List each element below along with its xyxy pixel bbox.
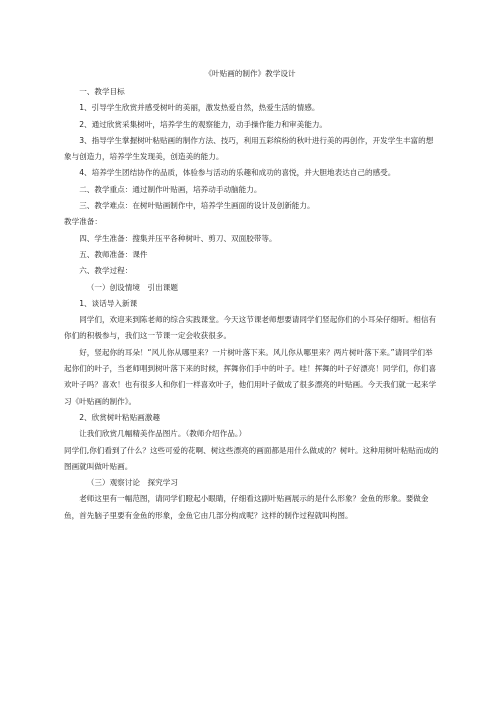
paragraph: 二、教学重点：通过制作叶贴画，培养动手动脑能力。	[79, 184, 262, 194]
paragraph: 2、通过欣赏采集树叶，培养学生的观察能力，动手操作能力和审美能力。	[79, 119, 328, 129]
paragraph: （三）观察讨论 探究学习	[86, 478, 178, 488]
paragraph: 1、引导学生欣赏并感受树叶的美丽，激发热爱自然，热爱生活的情感。	[79, 103, 320, 113]
paragraph: 五、教师准备：课件	[79, 249, 148, 259]
document-title: 《叶贴画的制作》教学设计	[204, 69, 296, 78]
paragraph: 2、欣赏树叶粘贴画激趣	[79, 412, 160, 422]
paragraph: 教学准备：	[64, 217, 102, 227]
paragraph: 让我们欣赏几幅精美作品图片。（教师介绍作品。）	[79, 429, 247, 439]
document-body	[64, 84, 439, 524]
paragraph: 好，竖起你的耳朵！“风儿你从哪里来？一片树叶落下来。风儿你从哪里来？两片树叶落下来。”请同学们举起你们的叶子，当老师唱到树叶落下来的时候，挥舞你们手中的叶子。哇！挥舞的叶子好漂亮！同学们，你们喜欢叶子吗？喜欢！也有很多人和你们一样喜欢叶子，他们用叶子做成了很多漂亮的叶贴画。今天我们就一起来学习《叶贴画的制作》。	[64, 347, 437, 406]
paragraph: 同学们,你们看到了什么？这些可爱的花啊、树这些漂亮的画面都是用什么做成的？树叶。这种用树叶粘贴而成的图画就叫做叶贴画。	[64, 445, 439, 471]
paragraph: 3、指导学生掌握树叶粘贴画的制作方法、技巧，利用五彩缤纷的秋叶进行美的再创作，开发学生丰富的想象与创造力，培养学生发现美，创造美的能力。	[64, 135, 434, 162]
paragraph: 4、培养学生团结协作的品质，体验参与活动的乐趣和成功的喜悦，并大胆地表达自己的感受。	[79, 168, 396, 178]
paragraph: 六、教学过程：	[79, 266, 133, 276]
paragraph: 同学们，欢迎来到陈老师的综合实践课堂。今天这节课老师想要请同学们竖起你们的小耳朵仔细听。相信有你们的积极参与，我们这一节课一定会收获很多。	[64, 315, 437, 341]
paragraph: 1、谈话导入新课	[79, 298, 138, 308]
paragraph: 老师这里有一幅范图，请同学们瞪起小眼睛，仔细看这副叶贴画展示的是什么形象？金鱼的形象。要做金鱼，首先脑子里要有金鱼的形象，金鱼它由几部分构成呢？这样的制作过程就叫构图。	[64, 494, 429, 520]
paragraph: （一）创设情境 引出课题	[86, 282, 178, 292]
paragraph: 一、教学目标	[79, 87, 125, 96]
paragraph: 四、学生准备：搜集并压平各种树叶、剪刀、双面胶带等。	[79, 233, 277, 243]
paragraph: 三、教学难点：在树叶贴画制作中，培养学生画面的设计及创新能力。	[79, 201, 315, 211]
